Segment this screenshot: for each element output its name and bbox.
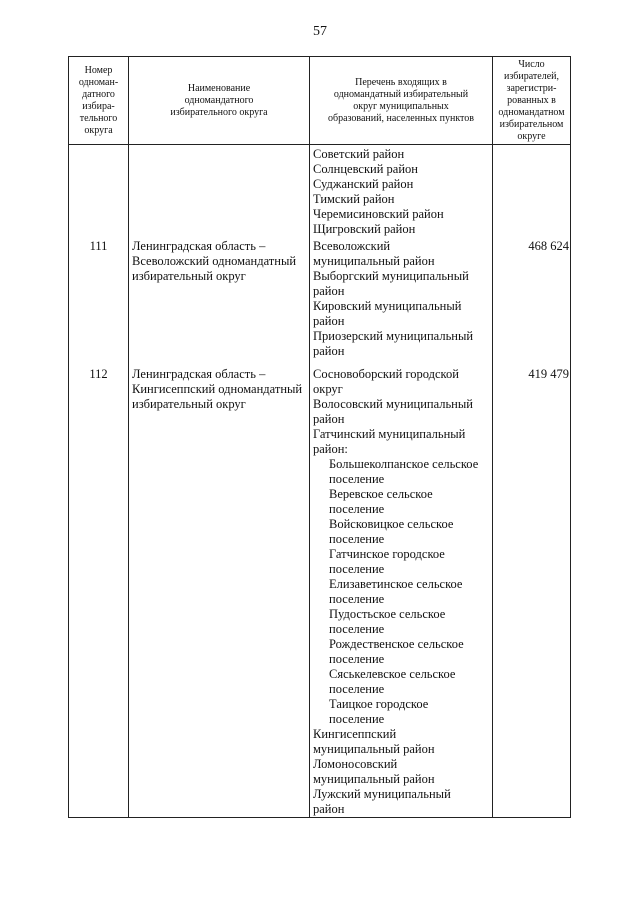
municipality-item: Кировский муниципальный: [313, 299, 462, 313]
municipality-item: Советский район: [313, 147, 405, 161]
municipality-item: район: [313, 802, 345, 816]
header-district-name: [129, 57, 310, 145]
district-name-cell: [129, 237, 310, 365]
district-number-cell: 111: [69, 237, 129, 365]
settlement-item: поселение: [329, 652, 385, 666]
text-line: одномандатный избирательный: [333, 88, 469, 100]
municipality-item: Сосновоборский городской: [313, 367, 459, 381]
text-line: округа: [84, 124, 113, 136]
text-line: тельного: [79, 112, 118, 124]
settlement-item: поселение: [329, 592, 385, 606]
settlement-item: Рождественское сельское: [329, 637, 464, 651]
settlement-item: Сяськелевское сельское: [329, 667, 456, 681]
municipality-item: Тимский район: [313, 192, 395, 206]
text-line: Перечень входящих в: [355, 76, 447, 88]
text-line: округ муниципальных: [353, 100, 449, 112]
text-line: избира-: [82, 100, 115, 112]
municipality-item: район: [313, 284, 345, 298]
table-header-row: [69, 57, 571, 145]
municipality-item: Гатчинский муниципальный: [313, 427, 466, 441]
voter-count-cell: [493, 145, 571, 238]
text-line: округе: [517, 130, 546, 142]
text-line: рованных в: [507, 94, 556, 106]
settlement-item: поселение: [329, 622, 385, 636]
settlement-item: поселение: [329, 472, 385, 486]
municipalities-cell: [310, 365, 493, 818]
municipality-item: Щигровский район: [313, 222, 416, 236]
settlement-item: поселение: [329, 682, 385, 696]
municipality-item: округ: [313, 382, 343, 396]
municipality-item: Кингисеппский: [313, 727, 397, 741]
text-line: Наименование: [187, 82, 251, 94]
municipality-item: Суджанский район: [313, 177, 414, 191]
municipality-item: Лужский муниципальный: [313, 787, 451, 801]
municipalities-cell: [310, 145, 493, 238]
text-line: Кингисеппский одномандатный: [132, 382, 303, 396]
municipality-item: Черемисиновский район: [313, 207, 444, 221]
settlement-item: Веревское сельское: [329, 487, 433, 501]
municipality-item: муниципальный район: [313, 742, 435, 756]
municipality-item: Ломоносовский: [313, 757, 398, 771]
text-line: избирательном: [499, 118, 564, 130]
settlement-item: Пудостьское сельское: [329, 607, 446, 621]
settlement-item: Большеколпанское сельское: [329, 457, 479, 471]
table-row: [69, 365, 571, 818]
municipality-item: район:: [313, 442, 348, 456]
settlement-item: Войсковицкое сельское: [329, 517, 454, 531]
settlement-item: поселение: [329, 532, 385, 546]
settlement-item: Таицкое городское: [329, 697, 429, 711]
settlement-item: поселение: [329, 502, 385, 516]
district-name-cell: [129, 145, 310, 238]
settlement-item: Елизаветинское сельское: [329, 577, 463, 591]
text-line: Ленинградская область –: [132, 367, 266, 381]
text-line: Ленинградская область –: [132, 239, 266, 253]
text-line: образований, населенных пунктов: [327, 112, 475, 124]
settlement-item: поселение: [329, 562, 385, 576]
municipality-item: Приозерский муниципальный: [313, 329, 474, 343]
municipality-item: район: [313, 412, 345, 426]
municipality-item: муниципальный район: [313, 254, 435, 268]
municipalities-cell: [310, 237, 493, 365]
header-voter-count: [493, 57, 571, 145]
text-line: Номер: [84, 64, 113, 76]
district-number-cell: 112: [69, 365, 129, 818]
text-line: избирателей,: [503, 70, 559, 82]
text-line: избирательного округа: [170, 106, 268, 118]
districts-table: [68, 56, 571, 818]
text-line: избирательный округ: [132, 397, 246, 411]
voter-count-cell: 419 479: [493, 365, 571, 818]
table-row: [69, 145, 571, 238]
voter-count-cell: 468 624: [493, 237, 571, 365]
municipality-item: Волосовский муниципальный: [313, 397, 473, 411]
municipality-item: район: [313, 314, 345, 328]
settlement-item: Гатчинское городское: [329, 547, 445, 561]
text-line: одноман-: [78, 76, 119, 88]
district-name-cell: [129, 365, 310, 818]
text-line: датного: [82, 88, 115, 100]
municipality-item: район: [313, 344, 345, 358]
header-district-number: [69, 57, 129, 145]
text-line: одномандатного: [184, 94, 254, 106]
municipality-item: Выборгский муниципальный: [313, 269, 469, 283]
text-line: Всеволожский одномандатный: [132, 254, 297, 268]
text-line: зарегистри-: [506, 82, 557, 94]
municipality-item: Всеволожский: [313, 239, 391, 253]
municipality-item: муниципальный район: [313, 772, 435, 786]
text-line: Число: [518, 58, 545, 70]
district-number-cell: [69, 145, 129, 238]
text-line: одномандатном: [498, 106, 565, 118]
municipality-item: Солнцевский район: [313, 162, 418, 176]
header-municipalities-list: [310, 57, 493, 145]
text-line: избирательный округ: [132, 269, 246, 283]
page-number: 57: [313, 24, 327, 39]
settlement-item: поселение: [329, 712, 385, 726]
table-row: [69, 237, 571, 365]
